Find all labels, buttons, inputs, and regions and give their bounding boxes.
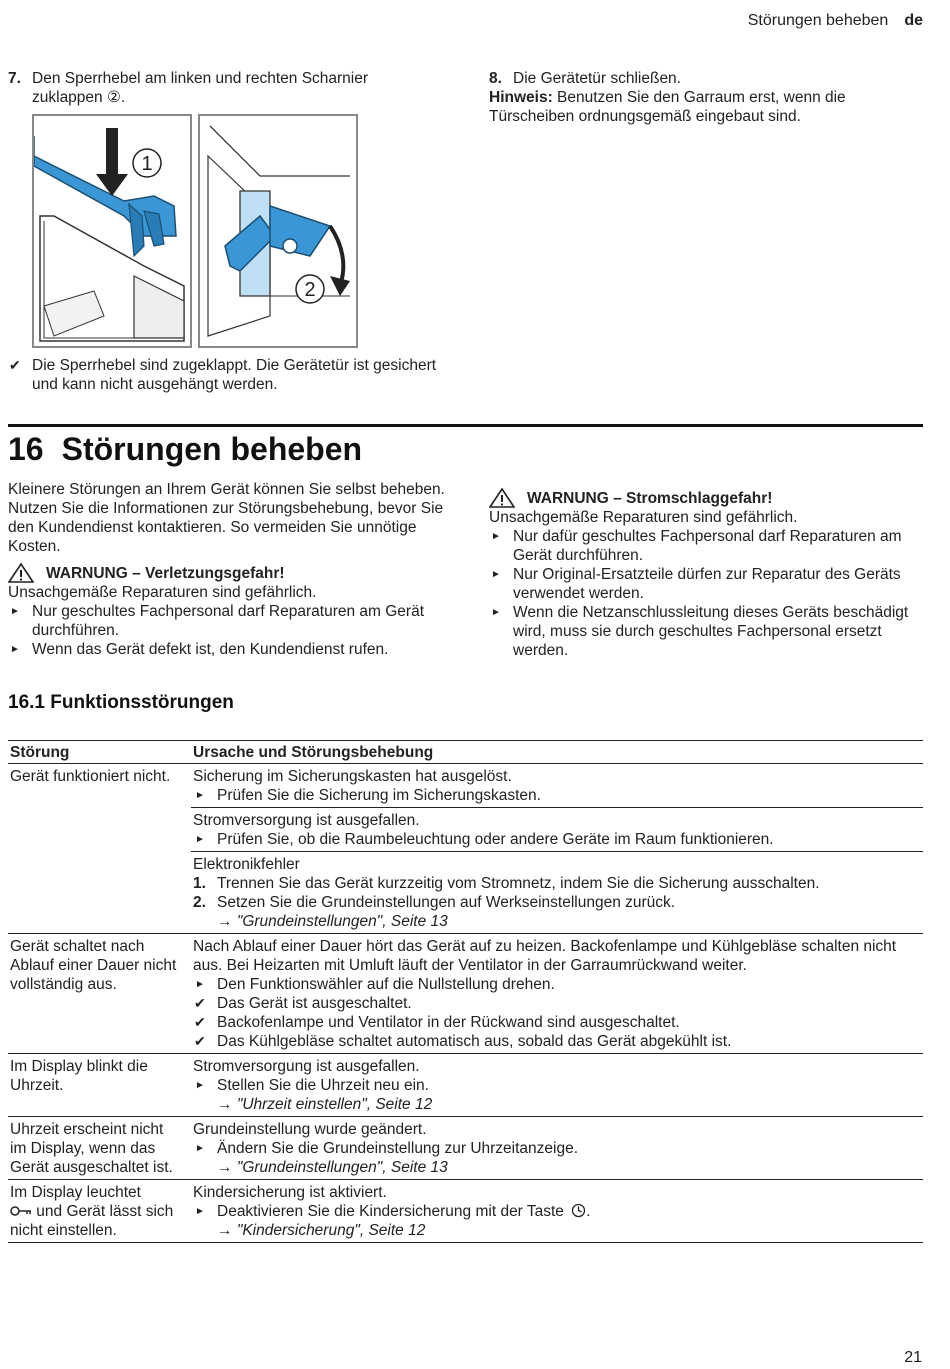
action-text: Ändern Sie die Grundeinstellung zur Uhrzeitanzeige. (217, 1140, 579, 1157)
hint-text: Benutzen Sie den Garraum erst, wenn die Türscheiben ordnungsgemäß eingebaut sind. (489, 89, 846, 125)
cause-text: Stromversorgung ist ausgefallen. (193, 812, 420, 829)
fault-text: Im Display leuchtet (10, 1184, 141, 1201)
hinge-lever-closed-illustration (200, 116, 356, 346)
fault-cell: Uhrzeit erscheint nicht im Display, wenn das Gerät ausgeschaltet ist. (8, 1117, 191, 1180)
reference-text: "Kindersicherung", Seite 12 (236, 1222, 426, 1239)
header-language: de (904, 12, 923, 29)
header-section: Störungen beheben (747, 12, 889, 29)
hinge-lever-illustration (34, 116, 190, 346)
result-text: Die Sperrhebel sind zugeklappt. Die Gerätetür ist gesichert und kann nicht ausgehängt werden. (32, 357, 437, 393)
bullet-icon: ► (195, 979, 205, 990)
fault-cell: Im Display blinkt die Uhrzeit. (8, 1054, 191, 1117)
bullet-text: Wenn die Netzanschlussleitung dieses Geräts beschädigt wird, muss sie durch geschultes Fachpersonal ersetzt werden. (513, 604, 909, 659)
warning-text: Unsachgemäße Reparaturen sind gefährlich. (489, 509, 798, 526)
warning-title (8, 563, 448, 583)
table-row (8, 1180, 923, 1243)
bullet-text: Wenn das Gerät defekt ist, den Kundendienst rufen. (32, 641, 389, 658)
cause-cell (191, 934, 923, 1054)
action-step (193, 786, 921, 805)
bullet-icon: ► (195, 790, 205, 801)
action-step (193, 975, 921, 994)
cause-cell (191, 764, 923, 808)
arrow-icon: → (217, 1159, 233, 1176)
result-item (193, 994, 921, 1013)
cause-text: Grundeinstellung wurde geändert. (193, 1121, 427, 1138)
figure-lever-push (32, 114, 192, 348)
check-icon: ✔ (9, 357, 21, 373)
warning-triangle-icon (8, 563, 34, 583)
running-header (748, 11, 923, 30)
numbered-step (193, 874, 921, 893)
step-8 (489, 69, 919, 126)
warning-bullet (489, 527, 919, 565)
bullet-text: Nur geschultes Fachpersonal darf Reparaturen am Gerät durchführen. (32, 603, 425, 639)
chapter-heading (8, 430, 362, 468)
table-row (8, 1054, 923, 1117)
result-item (8, 356, 438, 394)
bullet-icon: ► (10, 606, 20, 617)
warning-shock (489, 488, 919, 660)
check-icon: ✔ (194, 1033, 206, 1049)
cross-reference[interactable] (193, 1095, 921, 1114)
cause-text: Kindersicherung ist aktiviert. (193, 1184, 387, 1201)
bullet-icon: ► (195, 1143, 205, 1154)
warning-title (489, 488, 919, 508)
warning-bullet (489, 565, 919, 603)
chapter-intro: Kleinere Störungen an Ihrem Gerät können Sie selbst beheben. Nutzen Sie die Informationen zur Störungsbehebung, bevor Sie den Kundendienst kontaktieren. So vermeiden Sie unnötige Kosten. (8, 481, 445, 555)
step-number: 8. (489, 70, 502, 87)
clock-icon (571, 1203, 586, 1218)
page-number: 21 (904, 1349, 922, 1366)
warning-title-text: WARNUNG – Verletzungsgefahr! (46, 564, 285, 582)
chapter-rule (8, 424, 923, 427)
cause-cell (191, 852, 923, 934)
cross-reference[interactable] (193, 912, 921, 931)
action-text: Setzen Sie die Grundeinstellungen auf Werkseinstellungen zurück. (217, 894, 676, 911)
warning-text: Unsachgemäße Reparaturen sind gefährlich. (8, 584, 317, 601)
figure-lever-close (198, 114, 358, 348)
column-header-fault: Störung (8, 741, 191, 764)
action-step: ► Deaktivieren Sie die Kindersicherung mit der Taste . (195, 1203, 591, 1220)
fault-cell: Gerät schaltet nach Ablauf einer Dauer nicht vollständig aus. (8, 934, 191, 1054)
fault-text: und Gerät lässt sich nicht einstellen. (10, 1203, 174, 1239)
warning-injury (8, 563, 448, 659)
reference-text: "Grundeinstellungen", Seite 13 (236, 1159, 448, 1176)
cross-reference[interactable] (193, 1221, 921, 1240)
result-item (193, 1032, 921, 1051)
bullet-icon: ► (491, 569, 501, 580)
hint (489, 88, 919, 126)
arrow-icon: → (217, 1096, 233, 1113)
bullet-icon: ► (491, 607, 501, 618)
check-icon: ✔ (194, 995, 206, 1011)
action-text: Deaktivieren Sie die Kindersicherung mit der Taste (217, 1203, 564, 1220)
bullet-text: Nur Original-Ersatzteile dürfen zur Reparatur des Geräts verwendet werden. (513, 566, 901, 602)
fault-table (8, 740, 923, 1243)
table-row (8, 934, 923, 1054)
cause-text: Elektronikfehler (193, 856, 300, 873)
step-number: 1. (193, 875, 206, 892)
fault-cell: Gerät funktioniert nicht. (8, 764, 191, 934)
result-text: Das Kühlgebläse schaltet automatisch aus, sobald das Gerät abgekühlt ist. (217, 1033, 732, 1050)
cause-text: Nach Ablauf einer Dauer hört das Gerät auf zu heizen. Backofenlampe und Kühlgebläse schalten nicht aus. Bei Heizarten mit Umluft läuft der Ventilator in der Garraumrückwand weiter. (193, 938, 897, 974)
step-number: 2. (193, 894, 206, 911)
chapter-title: Störungen beheben (61, 431, 363, 467)
action-step (193, 830, 921, 849)
action-text: Den Funktionswähler auf die Nullstellung drehen. (217, 976, 555, 993)
step-text: Die Gerätetür schließen. (513, 70, 681, 87)
bullet-icon: ► (195, 834, 205, 845)
cause-cell (191, 808, 923, 852)
action-text: Prüfen Sie die Sicherung im Sicherungskasten. (217, 787, 541, 804)
result-text: Das Gerät ist ausgeschaltet. (217, 995, 412, 1012)
bullet-icon: ► (195, 1206, 205, 1217)
step-text: Den Sperrhebel am linken und rechten Scharnier zuklappen ②. (32, 70, 369, 106)
action-text: Stellen Sie die Uhrzeit neu ein. (217, 1077, 429, 1094)
step-7 (8, 69, 428, 107)
result-item (193, 1013, 921, 1032)
action-step (193, 1076, 921, 1095)
callout-2: 2 (304, 279, 316, 301)
reference-text: "Uhrzeit einstellen", Seite 12 (236, 1096, 433, 1113)
numbered-step (193, 893, 921, 912)
cause-text: Sicherung im Sicherungskasten hat ausgelöst. (193, 768, 512, 785)
cause-cell (191, 1117, 923, 1180)
warning-bullet (489, 603, 919, 660)
result-text: Backofenlampe und Ventilator in der Rückwand sind ausgeschaltet. (217, 1014, 680, 1031)
warning-triangle-icon (489, 488, 515, 508)
column-header-cause: Ursache und Störungsbehebung (191, 741, 923, 764)
bullet-icon: ► (491, 531, 501, 542)
arrow-icon: → (217, 1222, 233, 1239)
action-text: Trennen Sie das Gerät kurzzeitig vom Stromnetz, indem Sie die Sicherung ausschalten. (217, 875, 820, 892)
section-heading: 16.1 Funktionsstörungen (8, 692, 234, 713)
check-icon: ✔ (194, 1014, 206, 1030)
bullet-icon: ► (10, 644, 20, 655)
action-text: Prüfen Sie, ob die Raumbeleuchtung oder andere Geräte im Raum funktionieren. (217, 831, 774, 848)
step-number: 7. (8, 70, 21, 87)
bullet-icon: ► (195, 1080, 205, 1091)
fault-cell (8, 1180, 191, 1243)
warning-title-text: WARNUNG – Stromschlaggefahr! (527, 489, 773, 507)
cause-cell (191, 1054, 923, 1117)
bullet-text: Nur dafür geschultes Fachpersonal darf Reparaturen am Gerät durchführen. (513, 528, 902, 564)
hint-label: Hinweis: (489, 89, 553, 106)
chapter-number: 16 (8, 431, 44, 467)
table-row (8, 764, 923, 808)
warning-bullet (8, 640, 448, 659)
cause-text: Stromversorgung ist ausgefallen. (193, 1058, 420, 1075)
reference-text: "Grundeinstellungen", Seite 13 (236, 913, 448, 930)
callout-1: 1 (141, 153, 153, 175)
cross-reference[interactable] (193, 1158, 921, 1177)
cause-cell (191, 1180, 923, 1243)
action-step (193, 1139, 921, 1158)
key-icon (10, 1205, 32, 1217)
warning-bullet (8, 602, 448, 640)
arrow-icon: → (217, 913, 233, 930)
table-row (8, 1117, 923, 1180)
